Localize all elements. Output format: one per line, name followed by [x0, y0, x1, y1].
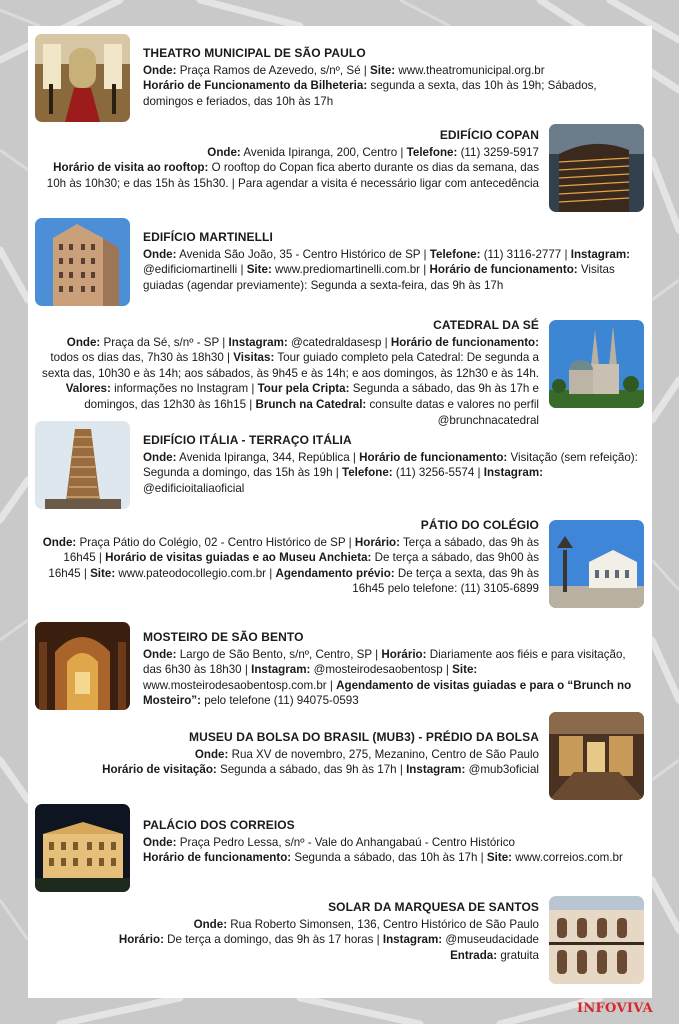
field-value: Praça Pátio do Colégio, 02 - Centro Histórico de SP |: [76, 535, 355, 549]
field-value: www.pateodocollegio.com.br |: [115, 566, 276, 580]
entry-text: [143, 818, 644, 866]
field-label: Onde:: [143, 647, 177, 661]
field-value: Diariamente aos fiéis e para visitação, das 6h30 às 18h30 |: [143, 647, 626, 677]
patio-do-colegio-photo: [549, 520, 644, 608]
field-value: De terça a sexta, das 9h às 16h45 pelo telefone: (11) 3105-6899: [352, 566, 539, 596]
field-label: Visitas:: [233, 351, 275, 365]
mosteiro-sao-bento-photo: [35, 622, 130, 710]
entry-title: THEATRO MUNICIPAL DE SÃO PAULO: [143, 46, 366, 60]
entry-text: [36, 518, 539, 597]
field-value: (11) 3256-5574 |: [392, 466, 484, 480]
museu-da-bolsa-photo: [549, 712, 644, 800]
field-value: @museudacidade: [442, 933, 539, 947]
entry-theatro-municipal: [28, 32, 652, 124]
entry-text: [36, 730, 539, 778]
field-value: Praça Pedro Lessa, s/nº - Vale do Anhangabaú - Centro Histórico: [176, 835, 515, 849]
field-label: Site:: [486, 851, 513, 865]
field-value: @edificiomartinelli |: [143, 263, 247, 277]
field-value: Segunda a sábado, das 9h às 17h e domingos, das 12h30 às 16h15 |: [84, 382, 539, 411]
field-value: www.prediomartinelli.com.br |: [271, 263, 430, 277]
field-label: Onde:: [143, 63, 177, 77]
field-value: segunda a sexta, das 10h às 19h; Sábados, domingos e feriados, das 10h às 17h: [143, 79, 597, 108]
field-label: Site:: [90, 566, 116, 580]
entry-title: EDIFÍCIO COPAN: [439, 128, 539, 142]
field-value: De terça a sábado, das 9h00 às 16h45 |: [48, 551, 539, 580]
entry-text: [143, 230, 644, 293]
field-label: Telefone:: [429, 247, 481, 261]
field-label: Site:: [246, 263, 272, 277]
field-label: Site:: [370, 63, 396, 77]
field-value: Rua XV de novembro, 275, Mezanino, Centro de São Paulo: [228, 747, 539, 761]
field-label: Onde:: [143, 450, 177, 464]
field-value: Avenida Ipiranga, 200, Centro |: [240, 145, 407, 159]
field-value: Avenida Ipiranga, 344, República |: [176, 450, 360, 464]
catedral-da-se-photo: [549, 320, 644, 408]
field-label: Horário de funcionamento:: [359, 450, 508, 464]
field-label: Site:: [452, 663, 478, 677]
field-label: Instagram:: [382, 933, 443, 947]
entry-text: [36, 318, 539, 428]
field-label: Horário:: [354, 535, 400, 549]
field-value: Avenida São João, 35 - Centro Histórico de SP |: [176, 247, 430, 261]
field-label: Onde:: [42, 535, 77, 549]
entry-title: SOLAR DA MARQUESA DE SANTOS: [328, 900, 539, 914]
field-value: (11) 3116-2777 |: [480, 247, 571, 261]
solar-marquesa-photo: [549, 896, 644, 984]
field-label: Instagram:: [483, 466, 544, 480]
field-value: @edificioitaliaoficial: [143, 481, 245, 495]
entry-title: MUSEU DA BOLSA DO BRASIL (MUB3) - PRÉDIO DA BOLSA: [188, 730, 539, 744]
entry-title: EDIFÍCIO ITÁLIA - TERRAÇO ITÁLIA: [143, 433, 352, 447]
entry-solar-marquesa-santos: [28, 894, 652, 990]
palacio-dos-correios-photo: [35, 804, 130, 892]
field-label: Agendamento prévio:: [275, 566, 395, 580]
field-label: Entrada:: [450, 948, 498, 962]
field-value: Tour guiado completo pela Catedral: De segunda a sexta das, 10h30 e às 14h; aos sábados, às 9h45 e às 14h; e aos domingos, às 12h30 e às 14h.: [42, 351, 539, 380]
field-value: Praça Ramos de Azevedo, s/nº, Sé |: [176, 63, 370, 77]
entry-edificio-italia: [28, 419, 652, 511]
field-value: @catedraldasesp |: [287, 335, 391, 349]
entry-title: CATEDRAL DA SÉ: [433, 318, 539, 332]
entry-patio-do-colegio: [28, 518, 652, 614]
entry-title: EDIFÍCIO MARTINELLI: [143, 230, 273, 244]
entry-title: PÁTIO DO COLÉGIO: [420, 518, 539, 532]
field-label: Onde:: [143, 247, 177, 261]
field-label: Horário:: [381, 647, 427, 661]
entry-edificio-copan: [28, 122, 652, 214]
field-label: Horário:: [118, 933, 164, 947]
field-label: Instagram:: [570, 247, 630, 261]
field-value: (11) 3259-5917: [457, 145, 539, 159]
field-value: www.mosteirodesaobentosp.com.br |: [143, 678, 337, 692]
field-label: Horário de funcionamento:: [429, 263, 578, 277]
field-label: Instagram:: [251, 663, 311, 677]
field-value: Segunda a sábado, das 10h às 17h |: [291, 851, 487, 865]
entry-title: MOSTEIRO DE SÃO BENTO: [143, 630, 304, 644]
entry-edificio-martinelli: [28, 216, 652, 308]
theatro-municipal-photo: [35, 34, 130, 122]
field-value: Largo de São Bento, s/nº, Centro, SP |: [176, 647, 382, 661]
field-label: Instagram:: [406, 763, 466, 777]
field-label: Tour pela Cripta:: [257, 382, 350, 396]
field-value: @mosteirodesaobentosp |: [310, 663, 453, 677]
field-value: www.theatromunicipal.org.br: [395, 63, 545, 77]
edificio-italia-photo: [35, 421, 130, 509]
field-value: Visitas guiadas (agendar previamente): Segunda a sexta-feira, das 9h às 17h: [143, 263, 615, 292]
field-label: Horário de Funcionamento da Bilheteria:: [143, 79, 368, 93]
entry-museu-da-bolsa: [28, 710, 652, 802]
entry-text: [143, 433, 644, 496]
field-label: Valores:: [65, 382, 111, 396]
field-value: Rua Roberto Simonsen, 136, Centro Histórico de São Paulo: [227, 917, 539, 931]
field-value: O rooftop do Copan fica aberto durante os dias da semana, das 10h às 10h30; e das 15h às 15h30. | Para agendar a visita é necessário ligar com antecedência: [46, 161, 539, 190]
field-value: www.correios.com.br: [512, 851, 623, 865]
field-value: Praça da Sé, s/nº - SP |: [100, 335, 229, 349]
field-label: Horário de visitação:: [102, 763, 217, 777]
edificio-martinelli-photo: [35, 218, 130, 306]
field-value: informações no Instagram |: [110, 382, 258, 396]
entry-text: [143, 46, 644, 109]
field-label: Horário de visitas guiadas e ao Museu Anchieta:: [105, 551, 372, 565]
field-label: Horário de visita ao rooftop:: [53, 161, 209, 175]
field-label: Horário de funcionamento:: [143, 851, 292, 865]
field-label: Telefone:: [406, 145, 458, 159]
field-value: Segunda a sábado, das 9h às 17h |: [216, 763, 407, 777]
field-label: Onde:: [66, 335, 101, 349]
field-value: consulte datas e valores no perfil @brunchnacatedral: [366, 397, 539, 427]
content-panel: [28, 26, 652, 998]
entry-text: [36, 128, 539, 191]
entry-text: [36, 900, 539, 963]
field-value: De terça a domingo, das 9h às 17 horas |: [163, 933, 383, 947]
field-value: pelo telefone (11) 94075-0593: [200, 694, 359, 708]
field-label: Onde:: [207, 145, 241, 159]
field-label: Brunch na Catedral:: [255, 397, 367, 411]
field-label: Horário de funcionamento:: [390, 335, 539, 349]
field-value: Terça a sábado, das 9h às 16h45 |: [63, 535, 539, 565]
entry-mosteiro-sao-bento: [28, 620, 652, 712]
field-value: @mub3oficial: [465, 763, 539, 777]
entry-palacio-dos-correios: [28, 802, 652, 894]
field-value: todos os dias das, 7h30 às 18h30 |: [50, 351, 234, 365]
field-value: gratuita: [497, 948, 539, 962]
entry-title: PALÁCIO DOS CORREIOS: [143, 818, 295, 832]
field-label: Onde:: [143, 835, 177, 849]
field-label: Telefone:: [341, 466, 393, 480]
infoviva-logo: INFOVIVA: [576, 1001, 653, 1016]
entry-text: [143, 630, 644, 709]
entry-catedral-da-se: [28, 318, 652, 427]
field-value: Visitação (sem refeição): Segunda a domingo, das 15h às 19h |: [143, 450, 638, 480]
field-label: Agendamento de visitas guiadas e para o “Brunch no Mosteiro”:: [143, 678, 632, 708]
field-label: Onde:: [193, 917, 228, 931]
edificio-copan-photo: [549, 124, 644, 212]
field-label: Onde:: [194, 747, 229, 761]
field-label: Instagram:: [228, 335, 288, 349]
